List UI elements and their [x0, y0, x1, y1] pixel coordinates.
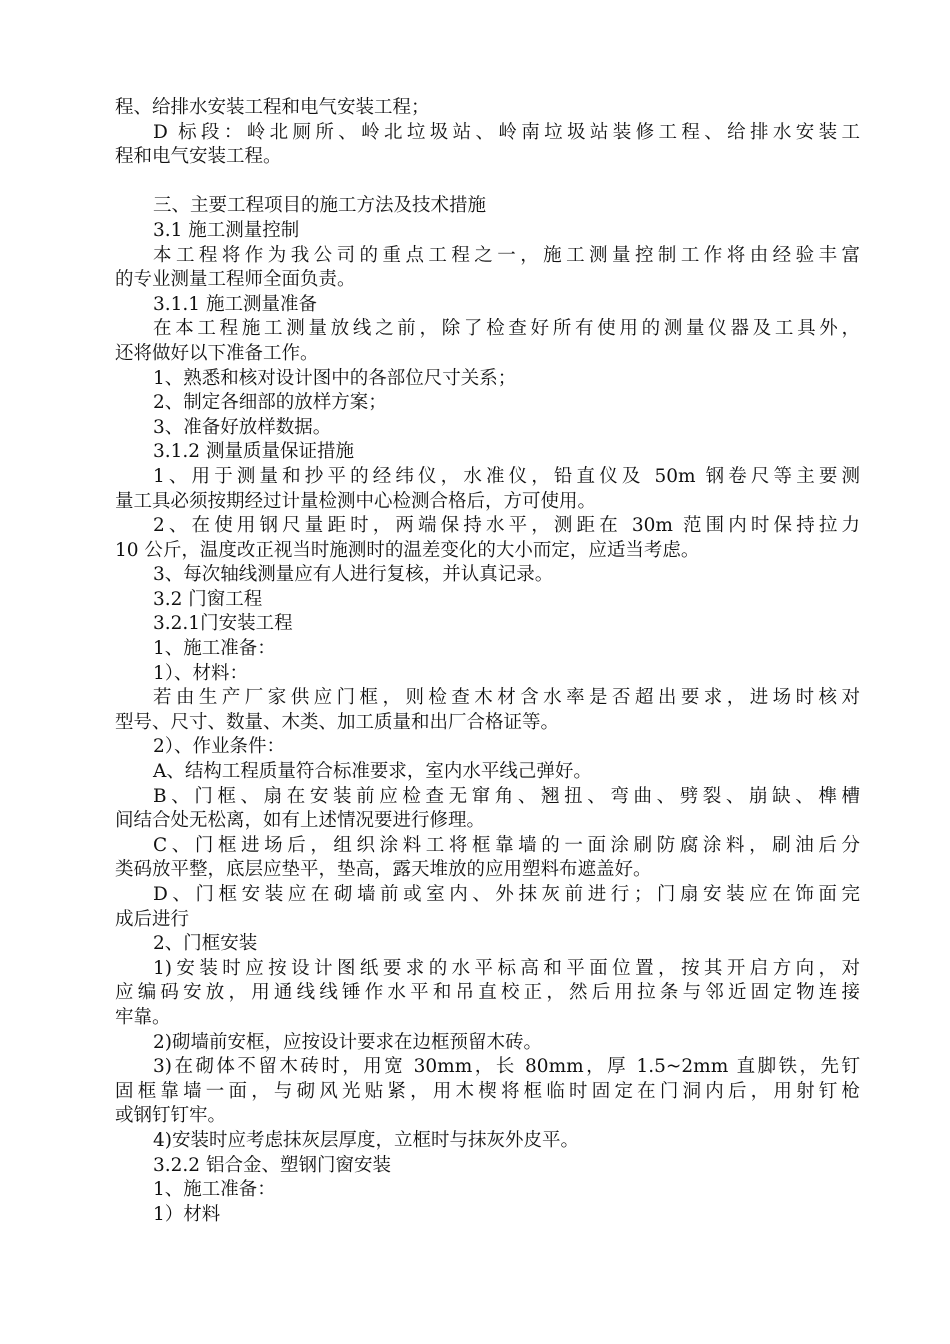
text-line: D、门框安装应在砌墙前或室内、外抹灰前进行；门扇安装应在饰面完	[153, 884, 860, 905]
text-line: 1、用于测量和抄平的经纬仪，水准仪，铅直仪及 50m 钢卷尺等主要测	[153, 465, 860, 487]
text-line: B、门框、扇在安装前应检查无窜角、翘扭、弯曲、劈裂、崩缺、榫槽	[153, 785, 860, 807]
text-line: 3、准备好放样数据。	[153, 416, 332, 438]
text-line: 应编码安放，用通线线锤作水平和吊直校正，然后用拉条与邻近固定物连接	[115, 982, 860, 1004]
text-line: 2）、作业条件：	[153, 736, 286, 758]
text-line: 3.1.2 测量质量保证措施	[153, 441, 354, 463]
text-line: D 标段：岭北厕所、岭北垃圾站、岭南垃圾站装修工程、给排水安装工	[153, 121, 860, 143]
text-line: 3.2 门窗工程	[153, 588, 263, 610]
text-line: 2)砌墙前安框，应按设计要求在边框预留木砖。	[153, 1031, 542, 1053]
text-line: 3)在砌体不留木砖时，用宽 30mm，长 80mm，厚 1.5~2mm 直脚铁，先钉	[153, 1056, 860, 1078]
text-line: 还将做好以下准备工作。	[115, 342, 319, 364]
text-line: 类码放平整，底层应垫平，垫高，露天堆放的应用塑料布遮盖好。	[115, 859, 652, 881]
text-line: 牢靠。	[115, 1006, 171, 1028]
text-line: 程、给排水安装工程和电气安装工程；	[115, 97, 430, 118]
text-line: 成后进行	[115, 908, 190, 930]
text-line: 1、施工准备：	[153, 638, 276, 660]
text-line: 2、制定各细部的放样方案；	[153, 392, 387, 414]
text-line: 本工程将作为我公司的重点工程之一，施工测量控制工作将由经验丰富	[153, 244, 860, 266]
text-line: 若由生产厂家供应门框，则检查木材含水率是否超出要求，进场时核对	[153, 687, 860, 709]
text-line: 3.1.1 施工测量准备	[153, 293, 317, 315]
text-line: 1、施工准备：	[153, 1179, 276, 1201]
text-line: 3.2.1门安装工程	[153, 613, 293, 635]
text-line: 1）、材料：	[153, 662, 249, 684]
text-line: 3.2.2 铝合金、塑钢门窗安装	[153, 1154, 391, 1176]
text-line: C、门框进场后，组织涂料工将框靠墙的一面涂刷防腐涂料，刷油后分	[153, 834, 860, 856]
text-line: 3、每次轴线测量应有人进行复核，并认真记录。	[153, 564, 554, 586]
text-line: A、结构工程质量符合标准要求，室内水平线己弹好。	[153, 761, 592, 783]
text-line: 间结合处无松离，如有上述情况要进行修理。	[115, 810, 486, 832]
text-line: 型号、尺寸、数量、木类、加工质量和出厂合格证等。	[115, 711, 560, 733]
text-line: 1）材料	[153, 1203, 221, 1225]
text-line: 1)安装时应按设计图纸要求的水平标高和平面位置，按其开启方向，对	[153, 957, 860, 979]
text-line: 4)安装时应考虑抹灰层厚度，立框时与抹灰外皮平。	[153, 1129, 579, 1151]
text-line: 在本工程施工测量放线之前，除了检查好所有使用的测量仪器及工具外，	[153, 318, 860, 340]
text-line: 2、门框安装	[153, 933, 258, 955]
text-line: 10 公斤，温度改正视当时施测时的温差变化的大小而定，应适当考虑。	[115, 539, 700, 561]
text-line: 三、主要工程项目的施工方法及技术措施	[153, 195, 487, 217]
text-line: 3.1 施工测量控制	[153, 219, 300, 241]
text-line: 程和电气安装工程。	[115, 146, 282, 168]
text-line: 量工具必须按期经过计量检测中心检测合格后，方可使用。	[115, 490, 597, 512]
document-page	[115, 96, 860, 1227]
text-line: 2、在使用钢尺量距时，两端保持水平，测距在 30m 范围内时保持拉力	[153, 515, 860, 537]
text-line: 或钢钉钉牢。	[115, 1105, 227, 1127]
text-line: 的专业测量工程师全面负责。	[115, 269, 356, 291]
blank-line	[115, 170, 860, 195]
text-line: 固框靠墙一面，与砌风光贴紧，用木楔将框临时固定在门洞内后，用射钉枪	[115, 1080, 860, 1102]
text-line: 1、熟悉和核对设计图中的各部位尺寸关系；	[153, 367, 517, 389]
